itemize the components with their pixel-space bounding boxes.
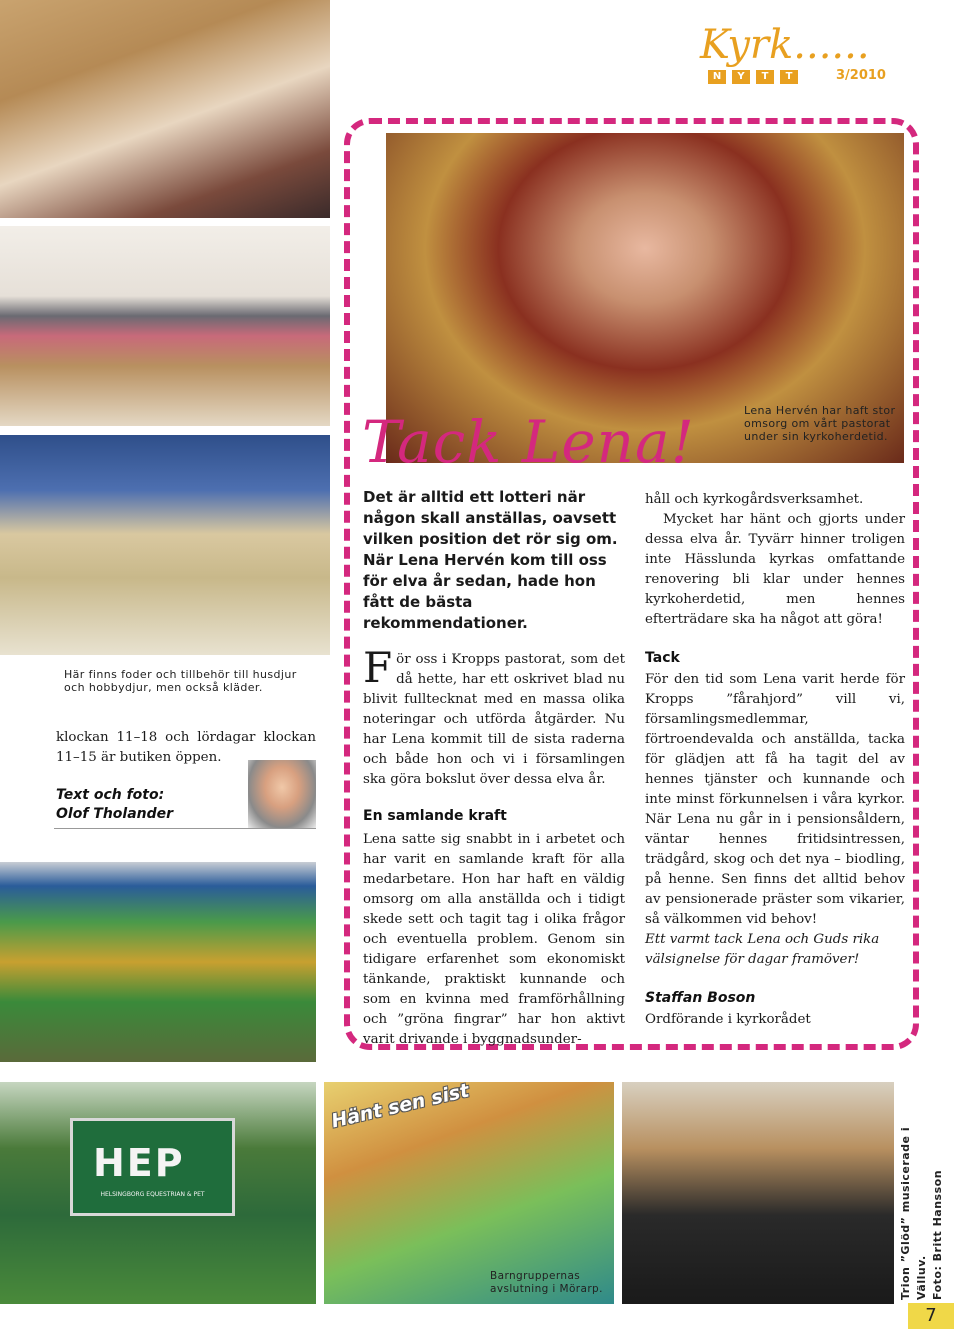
signature-name: Staffan Boson <box>645 990 756 1006</box>
photo-vitakraft-shelf <box>0 862 316 1062</box>
article-col2-p1: håll och kyrkogårdsverksamhet. <box>645 492 864 507</box>
article-samlande-text: Lena satte sig snabbt in i arbetet och har varit en samlande kraft för alla medarbetare. Hon har haft en väldig omsorg om alla anställda och i tidigt skede sett och tagit tag i olika frågor och eventuella problem. Genom sin tidigare erfarenhet som ekonomiskt tänkande, praktiskt kunnande och som en kvinna med framförhållning och ”gröna fingrar” har hon aktivt varit drivande i byggnadsunder- <box>363 832 625 1047</box>
bouncy-caption: Barngruppernas avslutning i Mörarp. <box>490 1270 603 1295</box>
photo-trio-glod <box>622 1082 894 1304</box>
brand-letter: T <box>780 70 798 84</box>
credit-divider <box>54 828 316 829</box>
credit-name: Olof Tholander <box>56 806 174 822</box>
brand-subtitle <box>708 70 798 84</box>
article-col2-p2: Mycket har hänt och gjorts under dessa elva år. Tyvärr hinner troligen inte Hässlunda kyrkas omfattande renovering bli klar under hennes kyrkoherdetid, men hennes efterträdare ska ha något att göra! <box>645 512 905 627</box>
opening-hours-text: klockan 11–18 och lördagar klockan 11–15 är butiken öppen. <box>56 730 316 765</box>
photo-clothes-shop-family <box>0 0 330 218</box>
trio-photo-credit: Foto: Britt Hansson <box>931 1169 944 1300</box>
page-number: 7 <box>908 1303 954 1329</box>
brand-letter: N <box>708 70 726 84</box>
brand-letter: Y <box>732 70 750 84</box>
article-tack-text: För den tid som Lena varit herde för Kropps ”fårahjord” vill vi, församlingsmedlemmar, förtroendevalda och anställda, tacka för glädjen att få ha tagit del av hennes tjänster och kunnande och inte minst förkunnelsen i våra kyrkor. När Lena nu går in i pensionsåldern, väntar hennes fritidsintressen, trädgård, skog och det nya – biodling, på henne. Sen finns det alltid behov av pensionerade präster som vikarier, så välkommen vid behov! <box>645 672 905 927</box>
hep-subtitle: HELSINGBORG EQUESTRIAN & PET <box>100 1191 205 1198</box>
trio-caption-vertical <box>898 1080 946 1300</box>
photo-clothes-racks <box>0 226 330 426</box>
trio-caption: Trion ”Glöd” musicerade i Välluv. <box>899 1126 928 1300</box>
brand-title: Kyrk...... <box>700 22 870 68</box>
article-intro-text: ör oss i Kropps pastorat, som det då hette, har ett oskrivet blad nu blivit fulltecknat med en massa olika noteringar och utförda åtgärder. Nu har Lena kommit till de sista raderna och både hon och vi i församlingen ska göra bokslut över dessa elva år. <box>363 652 625 787</box>
article-intro <box>363 643 625 790</box>
photo-caption-lena: Lena Hervén har haft stor omsorg om vårt pastorat under sin kyrkoherdetid. <box>744 404 896 443</box>
photo-olof-tholander <box>248 760 316 828</box>
hant-sen-sist-heading: Hänt sen sist <box>329 1079 472 1133</box>
article-closing: Ett varmt tack Lena och Guds rika välsignelse för dagar framöver! <box>645 932 880 967</box>
subhead-tack: Tack <box>645 650 680 666</box>
photo-pet-food-bags <box>0 435 330 655</box>
credit-label: Text och foto: <box>56 787 165 803</box>
hep-sign-board <box>70 1118 235 1216</box>
issue-number: 3/2010 <box>836 68 886 83</box>
signature-title: Ordförande i kyrkorådet <box>645 1012 811 1027</box>
hep-logo: HEP <box>93 1141 185 1185</box>
dropcap-letter: F <box>363 643 393 692</box>
article-title: Tack Lena! <box>362 408 695 476</box>
subhead-samlande-kraft: En samlande kraft <box>363 808 507 824</box>
article-lead: Det är alltid ett lotteri när någon skall anställas, oavsett vilken position det rör sig om. När Lena Hervén kom till oss för elva år sedan, hade hon fått de bästa rekommendationer. <box>363 488 618 632</box>
caption-foder: Här finns foder och tillbehör till husdjur och hobbydjur, men också kläder. <box>64 668 297 694</box>
brand-letter: T <box>756 70 774 84</box>
